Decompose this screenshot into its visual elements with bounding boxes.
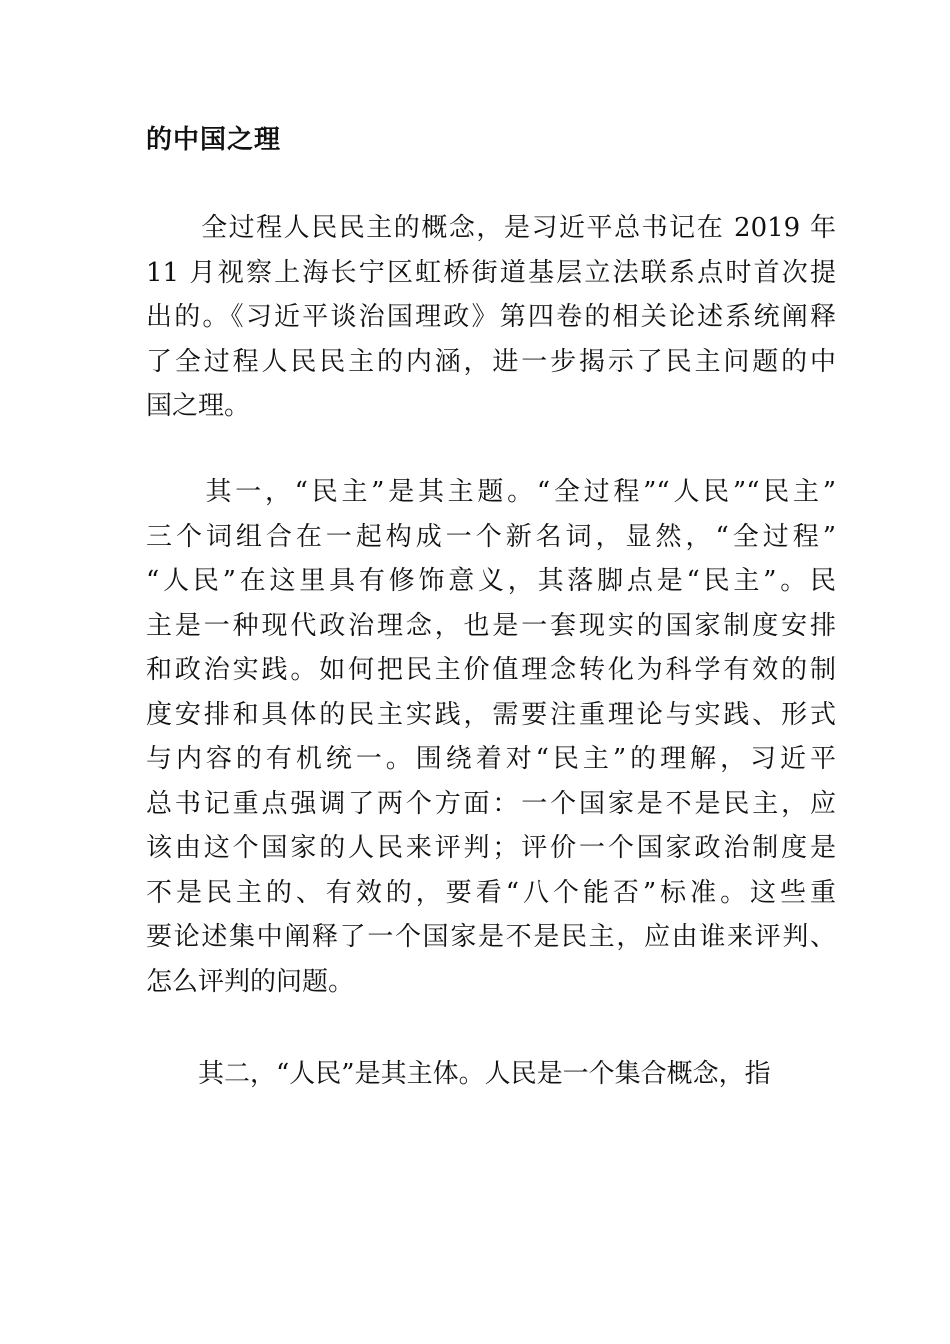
- section-heading: 的中国之理: [146, 125, 282, 155]
- paragraph-line: 要论述集中阐释了一个国家是不是民主，应由谁来评判、: [146, 922, 836, 952]
- paragraph-line: 了全过程人民民主的内涵，进一步揭示了民主问题的中: [146, 346, 836, 377]
- paragraph-line: 和政治实践。如何把民主价值理念转化为科学有效的制: [146, 655, 836, 685]
- paragraph-1: [146, 206, 836, 429]
- paragraph-line: 不是民主的、有效的，要看“八个能否”标准。这些重: [146, 877, 836, 908]
- paragraph-line: 全过程人民民主的概念，是习近平总书记在 2019 年: [146, 213, 836, 243]
- paragraph-2: [146, 470, 836, 1004]
- paragraph-line: “人民”在这里具有修饰意义，其落脚点是“民主”。民: [146, 566, 836, 596]
- paragraph-line: 三个词组合在一起构成一个新名词，显然，“全过程”: [146, 521, 836, 552]
- paragraph-line: 出的。《习近平谈治国理政》第四卷的相关论述系统阐释: [146, 302, 836, 332]
- paragraph-3: [146, 1052, 836, 1097]
- paragraph-line: 11 月视察上海长宁区虹桥街道基层立法联系点时首次提: [146, 257, 836, 288]
- paragraph-line: 其一，“民主”是其主题。“全过程”“人民”“民主”: [146, 477, 836, 507]
- paragraph-line: 总书记重点强调了两个方面：一个国家是不是民主，应: [146, 788, 836, 819]
- paragraph-line: 怎么评判的问题。: [146, 966, 355, 997]
- paragraph-line: 其二，“人民”是其主体。人民是一个集合概念，指: [146, 1059, 771, 1089]
- paragraph-line: 该由这个国家的人民来评判；评价一个国家政治制度是: [146, 833, 836, 863]
- paragraph-line: 国之理。: [146, 391, 251, 421]
- paragraph-line: 与内容的有机统一。围绕着对“民主”的理解，习近平: [146, 744, 836, 774]
- paragraph-line: 度安排和具体的民主实践，需要注重理论与实践、形式: [146, 699, 836, 730]
- paragraph-line: 主是一种现代政治理念，也是一套现实的国家制度安排: [146, 610, 836, 641]
